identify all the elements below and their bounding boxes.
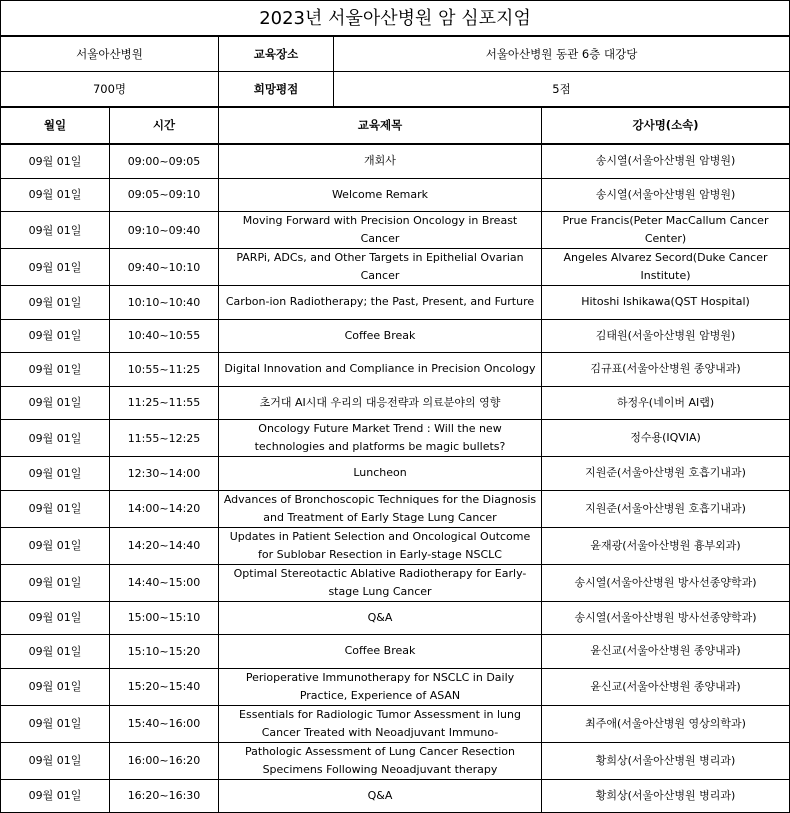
schedule-speaker: 송시열(서울아산병원 암병원) [542, 178, 790, 212]
schedule-topic: Welcome Remark [219, 178, 542, 212]
schedule-speaker: 송시열(서울아산병원 방사선종양학과) [542, 564, 790, 601]
schedule-time: 11:25~11:55 [110, 386, 219, 420]
schedule-time: 14:40~15:00 [110, 564, 219, 601]
schedule-date: 09월 01일 [1, 635, 110, 669]
schedule-date: 09월 01일 [1, 490, 110, 527]
table-row [1, 635, 790, 669]
rating: 5점 [334, 72, 790, 108]
schedule-time: 10:10~10:40 [110, 286, 219, 320]
schedule-date: 09월 01일 [1, 144, 110, 178]
schedule-topic: 개회사 [219, 144, 542, 178]
schedule-speaker: 윤신교(서울아산병원 종양내과) [542, 635, 790, 669]
schedule-speaker: Prue Francis(Peter MacCallum Cancer Center) [542, 212, 790, 249]
table-row [1, 490, 790, 527]
table-row [1, 527, 790, 564]
schedule-time: 14:00~14:20 [110, 490, 219, 527]
venue: 서울아산병원 동관 6층 대강당 [334, 36, 790, 72]
schedule-date: 09월 01일 [1, 249, 110, 286]
header-topic: 교육제목 [219, 107, 542, 144]
schedule-speaker: 김태원(서울아산병원 암병원) [542, 319, 790, 353]
schedule-speaker: 윤신교(서울아산병원 종양내과) [542, 668, 790, 705]
schedule-topic: Pathologic Assessment of Lung Cancer Resection Specimens Following Neoadjuvant therapy [219, 742, 542, 779]
table-row [1, 742, 790, 779]
schedule-date: 09월 01일 [1, 527, 110, 564]
schedule-topic: Optimal Stereotactic Ablative Radiotherapy for Early-stage Lung Cancer [219, 564, 542, 601]
capacity: 700명 [1, 72, 219, 108]
schedule-time: 16:20~16:30 [110, 779, 219, 813]
table-row [1, 420, 790, 457]
header-time: 시간 [110, 107, 219, 144]
title-row [1, 1, 790, 37]
table-row [1, 601, 790, 635]
schedule-date: 09월 01일 [1, 705, 110, 742]
table-row [1, 212, 790, 249]
table-row [1, 178, 790, 212]
schedule-date: 09월 01일 [1, 212, 110, 249]
rating-label: 희망평점 [219, 72, 334, 108]
schedule-speaker: 윤재광(서울아산병원 흉부외과) [542, 527, 790, 564]
schedule-speaker: 송시열(서울아산병원 암병원) [542, 144, 790, 178]
schedule-topic: Perioperative Immunotherapy for NSCLC in Daily Practice, Experience of ASAN [219, 668, 542, 705]
schedule-time: 09:40~10:10 [110, 249, 219, 286]
schedule-speaker: 김규표(서울아산병원 종양내과) [542, 353, 790, 387]
schedule-topic: Updates in Patient Selection and Oncological Outcome for Sublobar Resection in Early-stage NSCLC [219, 527, 542, 564]
schedule-topic: Digital Innovation and Compliance in Precision Oncology [219, 353, 542, 387]
schedule-date: 09월 01일 [1, 420, 110, 457]
schedule-date: 09월 01일 [1, 286, 110, 320]
schedule-topic: PARPi, ADCs, and Other Targets in Epithelial Ovarian Cancer [219, 249, 542, 286]
schedule-topic: Advances of Bronchoscopic Techniques for the Diagnosis and Treatment of Early Stage Lung Cancer [219, 490, 542, 527]
table-row [1, 564, 790, 601]
header-date: 월일 [1, 107, 110, 144]
schedule-date: 09월 01일 [1, 457, 110, 491]
schedule-time: 16:00~16:20 [110, 742, 219, 779]
table-row [1, 286, 790, 320]
schedule-speaker: 황희상(서울아산병원 병리과) [542, 779, 790, 813]
table-row [1, 386, 790, 420]
schedule-topic: Moving Forward with Precision Oncology in Breast Cancer [219, 212, 542, 249]
table-row [1, 779, 790, 813]
schedule-speaker: 지원준(서울아산병원 호흡기내과) [542, 490, 790, 527]
table-row [1, 457, 790, 491]
schedule-time: 09:10~09:40 [110, 212, 219, 249]
table-row [1, 705, 790, 742]
header-row [1, 107, 790, 144]
organizer: 서울아산병원 [1, 36, 219, 72]
schedule-time: 09:05~09:10 [110, 178, 219, 212]
schedule-time: 11:55~12:25 [110, 420, 219, 457]
schedule-topic: Essentials for Radiologic Tumor Assessment in lung Cancer Treated with Neoadjuvant Immuno- [219, 705, 542, 742]
schedule-date: 09월 01일 [1, 178, 110, 212]
schedule-date: 09월 01일 [1, 668, 110, 705]
schedule-topic: 초거대 AI시대 우리의 대응전략과 의료분야의 영향 [219, 386, 542, 420]
schedule-topic: Coffee Break [219, 319, 542, 353]
schedule-time: 12:30~14:00 [110, 457, 219, 491]
table-row [1, 144, 790, 178]
schedule-date: 09월 01일 [1, 353, 110, 387]
schedule-time: 15:20~15:40 [110, 668, 219, 705]
table-row [1, 353, 790, 387]
schedule-date: 09월 01일 [1, 779, 110, 813]
table-row [1, 249, 790, 286]
schedule-time: 15:10~15:20 [110, 635, 219, 669]
schedule-speaker: Angeles Alvarez Secord(Duke Cancer Institute) [542, 249, 790, 286]
schedule-topic: Carbon-ion Radiotherapy; the Past, Present, and Furture [219, 286, 542, 320]
schedule-speaker: 하정우(네이버 AI랩) [542, 386, 790, 420]
schedule-time: 15:40~16:00 [110, 705, 219, 742]
schedule-time: 10:40~10:55 [110, 319, 219, 353]
schedule-time: 09:00~09:05 [110, 144, 219, 178]
info-row-organizer [1, 36, 790, 72]
page-title: 2023년 서울아산병원 암 심포지엄 [1, 1, 790, 37]
schedule-speaker: 송시열(서울아산병원 방사선종양학과) [542, 601, 790, 635]
schedule-date: 09월 01일 [1, 564, 110, 601]
info-row-capacity [1, 72, 790, 108]
schedule-speaker: Hitoshi Ishikawa(QST Hospital) [542, 286, 790, 320]
schedule-topic: Luncheon [219, 457, 542, 491]
schedule-time: 15:00~15:10 [110, 601, 219, 635]
schedule-date: 09월 01일 [1, 742, 110, 779]
schedule-topic: Coffee Break [219, 635, 542, 669]
schedule-topic: Q&A [219, 779, 542, 813]
table-row [1, 668, 790, 705]
schedule-speaker: 정수용(IQVIA) [542, 420, 790, 457]
schedule-topic: Q&A [219, 601, 542, 635]
schedule-time: 14:20~14:40 [110, 527, 219, 564]
header-speaker: 강사명(소속) [542, 107, 790, 144]
schedule-speaker: 최주애(서울아산병원 영상의학과) [542, 705, 790, 742]
schedule-date: 09월 01일 [1, 319, 110, 353]
schedule-topic: Oncology Future Market Trend : Will the new technologies and platforms be magic bullets? [219, 420, 542, 457]
venue-label: 교육장소 [219, 36, 334, 72]
schedule-speaker: 지원준(서울아산병원 호흡기내과) [542, 457, 790, 491]
schedule-time: 10:55~11:25 [110, 353, 219, 387]
schedule-speaker: 황희상(서울아산병원 병리과) [542, 742, 790, 779]
schedule-date: 09월 01일 [1, 386, 110, 420]
table-row [1, 319, 790, 353]
schedule-date: 09월 01일 [1, 601, 110, 635]
